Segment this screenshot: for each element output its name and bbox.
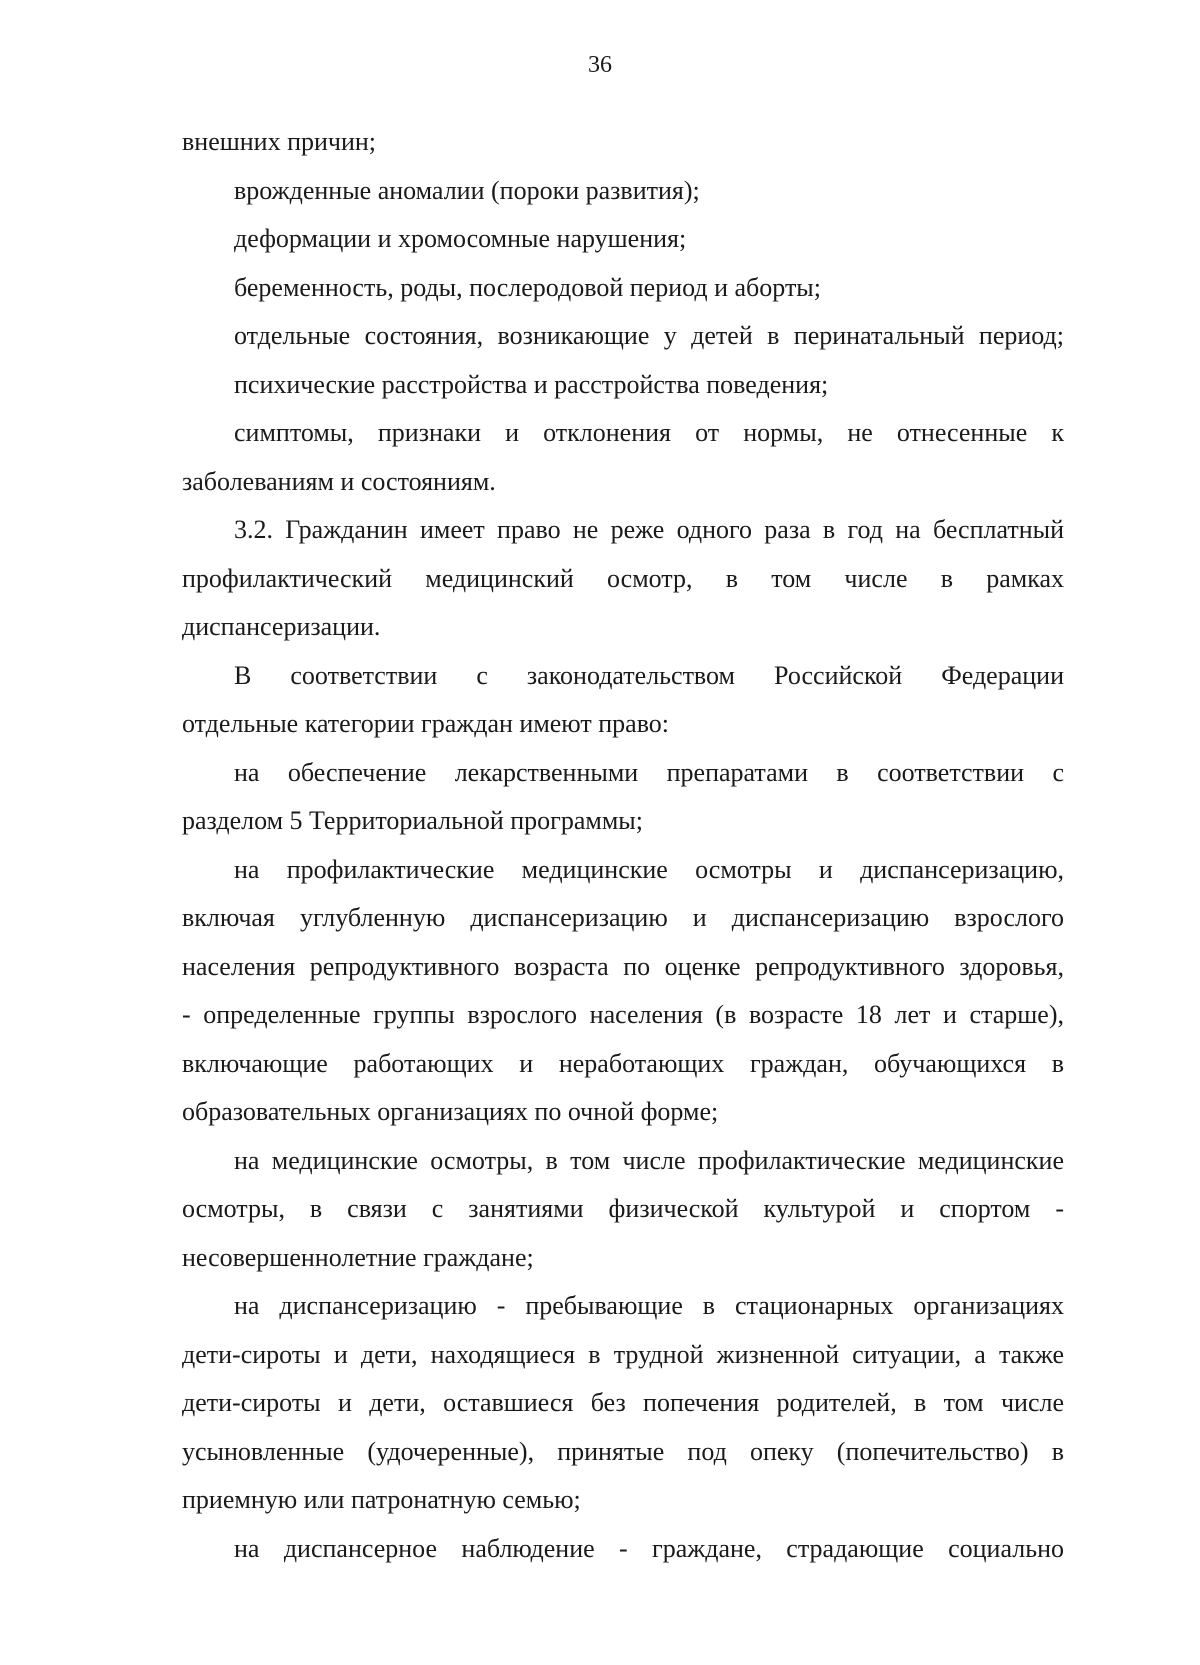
text-line: деформации и хромосомные нарушения; <box>234 224 687 253</box>
text-line: 3.2. Гражданин имеет право не реже одного раза в год на бесплатный <box>234 515 1064 544</box>
text-line: осмотры, в связи с занятиями физической культурой и спортом - <box>182 1194 1064 1223</box>
text-line: на профилактические медицинские осмотры и диспансеризацию, <box>234 854 1064 884</box>
text-line: на диспансеризацию - пребывающие в стационарных организациях <box>234 1291 1064 1320</box>
text-line: врожденные аномалии (пороки развития); <box>234 175 700 205</box>
text-line: усыновленные (удочеренные), принятые под опеку (попечительство) в <box>182 1436 1064 1466</box>
text-line: включающие работающих и неработающих граждан, обучающихся в <box>182 1048 1064 1078</box>
text-line: на диспансерное наблюдение - граждане, страдающие социально <box>234 1533 1064 1563</box>
text-line: на обеспечение лекарственными препаратами в соответствии с <box>234 757 1064 787</box>
text-line: населения репродуктивного возраста по оценке репродуктивного здоровья, <box>182 951 1064 981</box>
page-number: 36 <box>588 52 612 78</box>
text-line: дети-сироты и дети, находящиеся в трудной жизненной ситуации, а также <box>182 1339 1064 1369</box>
text-line: психические расстройства и расстройства поведения; <box>234 369 829 399</box>
text-line: включая углубленную диспансеризацию и диспансеризацию взрослого <box>182 903 1064 932</box>
text-line: на медицинские осмотры, в том числе профилактические медицинские <box>234 1145 1064 1175</box>
text-line: внешних причин; <box>182 127 377 156</box>
text-line: приемную или патронатную семью; <box>182 1485 581 1514</box>
text-line: В соответствии с законодательством Российской Федерации <box>234 660 1064 690</box>
text-line: профилактический медицинский осмотр, в том числе в рамках <box>182 563 1064 593</box>
text-line: разделом 5 Территориальной программы; <box>182 806 643 835</box>
text-line: - определенные группы взрослого населения (в возрасте 18 лет и старше), <box>182 1000 1064 1029</box>
text-line: отдельные состояния, возникающие у детей в перинатальный период; <box>234 321 1064 350</box>
document-body <box>182 118 1064 1573</box>
text-line: беременность, роды, послеродовой период и аборты; <box>234 272 821 302</box>
text-line: дети-сироты и дети, оставшиеся без попечения родителей, в том числе <box>182 1388 1064 1417</box>
text-line: симптомы, признаки и отклонения от нормы, не отнесенные к <box>234 418 1064 447</box>
text-line: несовершеннолетние граждане; <box>182 1242 534 1272</box>
text-line: заболеваниям и состояниям. <box>182 466 496 496</box>
text-line: образовательных организациях по очной форме; <box>182 1097 719 1126</box>
text-line: диспансеризации. <box>182 612 381 641</box>
text-line: отдельные категории граждан имеют право: <box>182 709 670 738</box>
